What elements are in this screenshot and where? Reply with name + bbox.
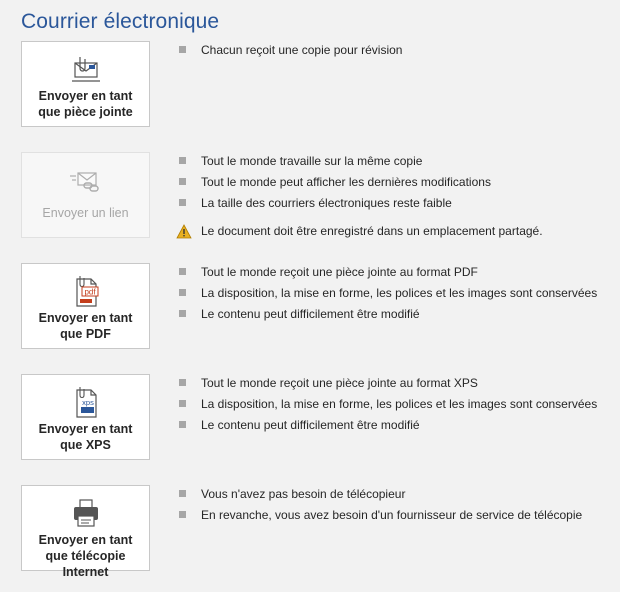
warning-text: Le document doit être enregistré dans un emplacement partagé. [201,224,543,238]
option-label: Envoyer un lien [42,206,129,220]
bullet-square [179,400,186,407]
link-benefits [176,154,491,217]
list-item: Tout le monde reçoit une pièce jointe au format XPS [176,376,597,397]
shared-location-warning [176,224,543,240]
option-label: Envoyer en tant que PDF [38,311,133,341]
bullet-square [179,157,186,164]
bullet-square [179,421,186,428]
send-as-attachment-button[interactable] [21,41,150,127]
bullet-square [179,268,186,275]
warning-icon [176,224,192,239]
bullet-square [179,310,186,317]
option-label: Envoyer en tant que XPS [38,422,133,452]
fax-icon [67,496,105,530]
list-item: Chacun reçoit une copie pour révision [176,43,402,64]
list-item: Tout le monde travaille sur la même copie [176,154,491,175]
attachment-benefits [176,43,402,64]
page-title: Courrier électronique [21,10,220,33]
list-item: La disposition, la mise en forme, les polices et les images sont conservées [176,286,597,307]
list-item: La disposition, la mise en forme, les polices et les images sont conservées [176,397,597,418]
list-item: Le contenu peut difficilement être modifié [176,307,597,328]
bullet-square [179,178,186,185]
pdf-benefits [176,265,597,328]
attachment-envelope-icon [67,52,105,86]
bullet-square [179,511,186,518]
bullet-square [179,289,186,296]
bullet-square [179,490,186,497]
pdf-document-icon [67,274,105,308]
bullet-square [179,46,186,53]
list-item: En revanche, vous avez besoin d'un fournisseur de service de télécopie [176,508,582,529]
list-item: Vous n'avez pas besoin de télécopieur [176,487,582,508]
list-item: Tout le monde peut afficher les dernières modifications [176,175,491,196]
bullet-square [179,379,186,386]
send-link-button[interactable] [21,152,150,238]
list-item: Le contenu peut difficilement être modifié [176,418,597,439]
send-as-pdf-button[interactable] [21,263,150,349]
list-item: Tout le monde reçoit une pièce jointe au format PDF [176,265,597,286]
xps-benefits [176,376,597,439]
xps-document-icon [67,385,105,419]
list-item: La taille des courriers électroniques reste faible [176,196,491,217]
option-label: Envoyer en tant que télécopie Internet [38,533,133,579]
send-as-xps-button[interactable] [21,374,150,460]
fax-benefits [176,487,582,529]
bullet-square [179,199,186,206]
svg-text:xps: xps [82,398,94,407]
send-as-internet-fax-button[interactable] [21,485,150,579]
svg-text:pdf: pdf [84,287,96,297]
link-envelope-icon [67,163,105,197]
option-label: Envoyer en tant que pièce jointe [38,89,133,119]
